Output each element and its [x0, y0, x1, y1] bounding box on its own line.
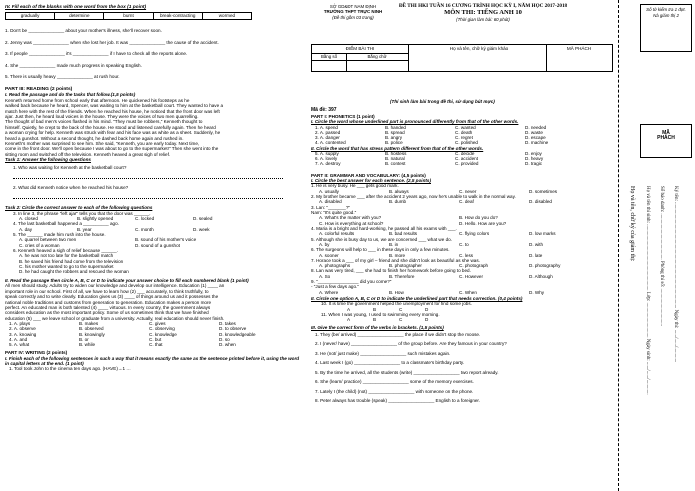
verb-question: 7. Lately I (the child) (not) __________________ with someone on the phone.: [315, 388, 474, 394]
grammar-question: 9. "________________ did you come?": [311, 278, 392, 284]
grade-number-label: Bằng số: [312, 53, 347, 61]
exam-code: Mã đề: 397: [311, 107, 337, 113]
grammar-question: 7. Horace took a ___ of my girl – friend and she didn't look as beautiful as she was.: [311, 257, 480, 263]
option[interactable]: B. or: [79, 336, 89, 342]
part3b-title: II. Read the passage then circle A, B, C or D to indicate your answer choice to fill each numbered blank (1 point): [5, 277, 249, 283]
option[interactable]: C. observing: [149, 326, 175, 332]
option[interactable]: A. quarrel between two men: [19, 237, 77, 243]
passage-line: Kenneth's mother was surprised to see him. She said, "Kenneth, you are early today. Next time,: [5, 140, 200, 146]
part1-sub1: I. Circle the word whose underlined part is pronounced differently from that of the other words.: [311, 119, 519, 125]
option[interactable]: B. he saved his friend had come from the television: [19, 258, 124, 264]
option[interactable]: B. always: [389, 188, 409, 194]
option[interactable]: 1. A. spend: [315, 124, 338, 130]
option[interactable]: B. How do you do?: [459, 215, 498, 221]
page-count: (Đề thi gồm 03 trang): [332, 14, 374, 20]
option[interactable]: D: [425, 317, 429, 323]
option[interactable]: C: [399, 317, 403, 323]
verb-question: 4. Last week I (go) __________________ to a classmate's birthday party.: [315, 360, 465, 366]
part4-subtitle: I. Finish each of the following sentences in such a way that it means exactly the same as the sentence printed before it, using the word in capital letters at the end. (1 point): [5, 355, 300, 366]
option[interactable]: D. takes: [219, 321, 236, 327]
passage-line: walked back because he heard, Spencer, was waiting to him at the basketball court. They wanted to have a: [5, 103, 223, 109]
task1-title: Task 1: Answer the following questions: [5, 157, 91, 163]
option[interactable]: 7. A. destroy: [315, 161, 341, 167]
option[interactable]: A. he was not too late for the basketball match: [19, 253, 114, 259]
part2-sub3: III. Give the correct form of the verbs in brackets. (1,5 points): [311, 324, 444, 330]
department: SỞ GD&ĐT NAM ĐỊNH: [329, 4, 377, 9]
word-box-item: gradually: [20, 13, 40, 19]
word-box-item: wormed: [202, 13, 251, 19]
part1-sub2: II. Circle the word that has stress pattern different from that of the other words.: [311, 145, 484, 151]
option[interactable]: A. disabled: [319, 199, 342, 205]
part3-subtitle: I. Read the passage and do the tasks that follow.(1,5 points): [5, 92, 136, 98]
option[interactable]: B. in: [389, 241, 399, 247]
word-box-item: determine: [54, 13, 103, 19]
option[interactable]: C. decide: [455, 151, 475, 157]
option[interactable]: D. enjoy: [525, 151, 542, 157]
part2-sub1: I. Circle the best answer for each sentence. (2,5 points): [311, 178, 431, 184]
option[interactable]: B: [373, 306, 377, 312]
section-iv-title: IV. Fill each of the blanks with one word from the box (1 point): [5, 5, 147, 10]
task1-question: 2. What did Kenneth notice when he reached his house?: [13, 185, 129, 190]
grammar-question: 1. He is very busy. He ___ gets good mark.: [311, 183, 399, 189]
answer-line: [13, 194, 283, 199]
grammar-question: 8. Lan was very tired, ___ she had to finish her homework before going to bed.: [311, 268, 471, 274]
grammar-options: [319, 231, 611, 236]
margin-code-label: PHÁCH: [657, 135, 675, 142]
part3-title: PART III: READING (2 points): [5, 86, 73, 92]
option[interactable]: C. never: [459, 188, 477, 194]
option[interactable]: C. photograph: [459, 263, 489, 269]
option[interactable]: B. spread: [385, 130, 405, 136]
cut-line: [618, 0, 619, 491]
grade-divider: [346, 60, 347, 71]
task1-question: 1. Who was waiting for Kenneth at the basketball court?: [13, 164, 127, 170]
option[interactable]: D. so: [219, 336, 230, 342]
instruction-note: (Thí sinh làm bài trong đề thi, sử dụng bút mực): [390, 99, 495, 104]
task2-question: 3. In line 3, the phrase "left ajar" tells you that the door was ______.: [13, 210, 151, 216]
passage-line: important role in our school. First of all, we have to learn how (2) ___ accurately, to think truthfully, to: [5, 288, 209, 294]
answer-line: [13, 174, 283, 179]
option[interactable]: B. slightly opened: [77, 216, 114, 222]
option[interactable]: C. flying colors: [459, 231, 490, 237]
passage-line: a woman crying for help. Kenneth was struck with fear and his face was as white as a sheet. Suddenly, he: [5, 130, 221, 136]
option[interactable]: C. However: [459, 273, 483, 279]
option[interactable]: D. to observe: [219, 326, 247, 332]
option[interactable]: A: [347, 306, 351, 312]
exam-time: (Thời gian làm bài: 60 phút): [456, 17, 510, 23]
option[interactable]: A: [347, 317, 351, 323]
option[interactable]: C. polished: [455, 140, 478, 146]
option[interactable]: C. less: [459, 252, 474, 258]
option[interactable]: D. tragic: [525, 161, 543, 167]
left-column: [5, 5, 301, 372]
option[interactable]: C. How is everything at school?: [319, 220, 384, 226]
margin-line: Số báo danh: ..................................... Phòng thi số: ..............................: [659, 186, 664, 327]
grammar-questions: [311, 183, 611, 295]
task2-title: Task 2: Circle the correct answer to each of the following questions: [5, 205, 153, 211]
grammar-options: [319, 253, 611, 258]
passage-line: Kenneth returned home from school early that afternoon. He quickened his footsteps as he: [5, 97, 190, 103]
grammar-question: 2. My brother became ___ after the accident 2 years ago, now he's unable to walk in the normal way.: [311, 194, 516, 200]
option[interactable]: 6. A. lovely: [315, 156, 338, 162]
grammar-question: 4. Maria is a bright and hard-working, he passed all his exams with ___.: [311, 225, 457, 231]
task2-question: 5. The ______ made him rush into the house.: [13, 232, 106, 238]
option[interactable]: D. disabled: [529, 199, 552, 205]
option[interactable]: C. regret: [455, 135, 473, 141]
option[interactable]: 5. A. supply: [315, 151, 339, 157]
grammar-question: 6. The surgeons will help to ___ in these days in only a few minutes.: [311, 247, 450, 253]
margin-line: Họ và tên, chữ ký của giám thị:: [629, 186, 635, 262]
option[interactable]: C. cries of a woman: [19, 242, 60, 248]
option[interactable]: C. provided: [455, 161, 479, 167]
passage-line: perfect. An educated man is both talented (4) ____ virtuous. In every country, the government always: [5, 304, 211, 310]
passage-line: ajar. Just then, he heard loud voices in the house. They were the voices of two men quarrelling.: [5, 113, 199, 119]
option[interactable]: B. dumb: [389, 199, 407, 205]
option[interactable]: D: [425, 306, 429, 312]
stress-row: [315, 161, 611, 166]
passage-line: education (5) ___ we leave school or graduate from a university. Actually, real education should never finish.: [5, 315, 225, 321]
option[interactable]: C: [399, 306, 403, 312]
option[interactable]: B. Therefore: [389, 273, 415, 279]
option[interactable]: 4. A. contented: [315, 140, 346, 146]
option[interactable]: A. day: [19, 226, 33, 232]
option[interactable]: A. photographs: [319, 263, 351, 269]
word-box: [5, 12, 252, 20]
margin-line: Ký tên: ..................................................................................... Ngày thi: ....../....../............: [673, 186, 678, 363]
margin-code-label: MÃ: [662, 130, 670, 136]
option[interactable]: A. So: [319, 273, 331, 279]
option[interactable]: D. late: [529, 252, 543, 258]
option[interactable]: A. usually: [319, 188, 339, 194]
option[interactable]: A. by: [319, 241, 330, 247]
task2-question: 6. Kenneth heaved a sigh of relief because ______.: [13, 247, 118, 253]
subject-title: MÔN THI: TIẾNG ANH 10: [444, 9, 522, 17]
option[interactable]: B. bad results: [389, 231, 418, 237]
option[interactable]: C. to: [459, 241, 469, 247]
option[interactable]: D. Why: [529, 289, 545, 295]
part4-question: 1. Tool took John to the cinema ten days ago. (HAVE)→1 …: [9, 366, 131, 372]
passage-line: come in the front door. We'll open because I was about to go to the supermarket!" Then she went into the: [5, 146, 219, 152]
option[interactable]: D. heavy: [525, 156, 544, 162]
option[interactable]: C. wanted: [455, 124, 476, 130]
option[interactable]: A. closed: [19, 216, 38, 222]
fill-blank-item: 1. Don't be ______________ about your mother's illness, she'll recover soon.: [5, 28, 162, 34]
option[interactable]: B. contest: [385, 161, 406, 167]
option[interactable]: D. sealed: [193, 216, 213, 222]
passage-line: himself. Quietly, he crept to the back of the house. He stood and listened carefully again. Then he heard: [5, 124, 216, 130]
option[interactable]: C. gives: [149, 321, 166, 327]
option[interactable]: B. photographer: [389, 263, 422, 269]
option[interactable]: C. accident: [455, 156, 478, 162]
passage-line: sitting room and switched off the television. Kenneth heaved a great sigh of relief.: [5, 151, 171, 157]
grade-table: [311, 44, 613, 72]
score-note: Số tờ kiểm tra 1 đợt. Nà giám thị 2: [646, 7, 686, 18]
option[interactable]: 2. A. observe: [9, 326, 36, 332]
passage-line: match here with the rest of the friends. When he reached his house, he noticed that the front door was left: [5, 108, 220, 114]
passage-line: The thought of bad men's voices flashed in his mind. "They must be robbers," Kenneth thought to: [5, 119, 203, 125]
option[interactable]: B. year: [77, 226, 92, 232]
option[interactable]: C. month: [135, 226, 154, 232]
option[interactable]: D. photography: [529, 263, 561, 269]
option[interactable]: B. natural: [385, 156, 405, 162]
right-column: [311, 114, 611, 406]
option[interactable]: B. How: [389, 289, 404, 295]
error-question: 11. When I was young, I used to swimming every morning.: [321, 311, 440, 317]
mc2-row: [9, 342, 301, 347]
option[interactable]: D. week: [193, 226, 210, 232]
option[interactable]: D. Hello. How are you?: [459, 220, 507, 226]
fill-blank-item: 5. There is usually heavy ______________ at rush hour.: [5, 74, 120, 80]
verb-question: 8. Peter always has trouble (speak) __________________ English to a foreigner.: [315, 398, 480, 404]
grade-label: ĐIỂM BÀI THI: [312, 45, 409, 54]
reading-passage: [5, 98, 301, 157]
word-box-item: break-contracting: [153, 13, 202, 19]
verb-question: 5. By the time he arrived, all the students (write) __________________ two report already.: [315, 369, 499, 375]
option[interactable]: 3. A. danger: [315, 135, 340, 141]
verb-question: 6. She (learn/ practice) __________________ some of the memory exercises.: [315, 379, 474, 385]
option[interactable]: 5. A. what: [9, 341, 30, 347]
option[interactable]: 2. A. passed: [315, 130, 341, 136]
passage-line: heard a gunshot. Without a second thought, he dashed back home again and rushed in.: [5, 135, 184, 141]
header-right: [398, 4, 568, 23]
verb-question: 1. They (be/ arrived) __________________ the place if we didn't stop the moose.: [315, 331, 481, 337]
option[interactable]: D. when: [219, 341, 236, 347]
fill-blank-item: 2. Jenny was ______________ when she lost her job. It was ______________ the cause of the accident.: [5, 39, 219, 45]
option[interactable]: 4. A. and: [9, 336, 28, 342]
passage-line: national noble traditions and customs from generation to generation. Education makes a person more: [5, 299, 212, 305]
option[interactable]: B. makes: [79, 321, 99, 327]
option[interactable]: D. Although: [529, 273, 553, 279]
option[interactable]: D. needed: [525, 124, 547, 130]
fill-blank-list: [5, 25, 301, 83]
option[interactable]: B. hostess: [385, 151, 407, 157]
option[interactable]: D. low marks: [529, 231, 556, 237]
option[interactable]: B. police: [385, 140, 403, 146]
verb-question: 3. He (not/ just make) __________________ such mistakes again.: [315, 350, 451, 356]
option[interactable]: C. deaf: [459, 199, 474, 205]
option[interactable]: B. while: [79, 341, 96, 347]
option[interactable]: 1. A. plays: [9, 321, 31, 327]
option[interactable]: A. Where: [319, 289, 339, 295]
part2-sub2: II. Circle one option A, B, C or D to indicate the underlined part that needs correction. (0,4 points): [311, 295, 523, 301]
grammar-question: - "Just a few days ago.": [311, 284, 359, 290]
grammar-options: [319, 290, 611, 295]
part1-title: PART I: PHONETICS (1 point): [311, 114, 375, 119]
score-note-box: [640, 4, 692, 52]
part2-title: PART II: GRAMMAR AND VOCABULARY: (4,5 points): [311, 172, 426, 178]
passage-line: speak correctly and to write clearly. Education gives us (3) ____ of things around us and it possesses the: [5, 294, 219, 300]
option[interactable]: D. escape: [525, 135, 546, 141]
option[interactable]: D. waste: [525, 130, 543, 136]
option[interactable]: D. with: [529, 241, 544, 247]
option[interactable]: C. When: [459, 289, 477, 295]
margin-line: Họ và tên thí sinh: ..................................................... Lớp: ............................ Ngày sinh: ....../....../............: [645, 186, 650, 395]
part4-title: PART IV: WRITING (2 points): [5, 350, 68, 356]
option[interactable]: C. death: [455, 130, 473, 136]
option[interactable]: C. knowledge: [149, 331, 177, 337]
grammar-question: 3. Lan: "_______?": [311, 204, 351, 210]
option[interactable]: 3. A. knowing: [9, 331, 37, 337]
fill-blank-item: 4. She ______________ made much progress in speaking English.: [5, 62, 142, 68]
option[interactable]: A. colorful results: [319, 231, 355, 237]
option[interactable]: B. more: [389, 252, 406, 258]
error-questions: [311, 301, 611, 322]
fill-blank-item: 3. If people ______________ it's ______________ if I have to check all the reports alone.: [5, 51, 188, 57]
option[interactable]: B. angry: [385, 135, 403, 141]
option[interactable]: D. sometimes: [529, 188, 558, 194]
option[interactable]: A. What's the matter with you?: [319, 215, 382, 221]
option[interactable]: C. locked: [135, 216, 155, 222]
option[interactable]: B: [373, 317, 377, 323]
option[interactable]: D. machine: [525, 140, 549, 146]
grade-divider: [546, 45, 547, 71]
grammar-question: Nam: "It's quite good.": [311, 210, 357, 216]
code-label: MÃ PHÁCH: [566, 46, 592, 51]
option[interactable]: B. observed: [79, 326, 104, 332]
option[interactable]: C. his mother wanted to go to the supermarket: [19, 264, 114, 270]
option[interactable]: A. sooner: [319, 252, 339, 258]
option[interactable]: D. he had caught the robbers and rescued the woman: [19, 269, 129, 275]
option[interactable]: B. knowingly: [79, 331, 105, 337]
option[interactable]: B. sound of his mother's voice: [135, 237, 197, 243]
task2-list: [13, 211, 301, 275]
margin-code-box: [640, 124, 692, 158]
grammar-options: [319, 199, 611, 204]
phonetics-row: [315, 140, 611, 145]
grade-word-label: Bằng chữ: [346, 53, 409, 61]
option[interactable]: C. that: [149, 341, 163, 347]
mc2-list: [9, 321, 301, 347]
option[interactable]: B. handed: [385, 124, 406, 130]
option[interactable]: C. but: [149, 336, 162, 342]
option[interactable]: D. knowledgeable: [219, 331, 256, 337]
passage-line: All men should study. Adults try to widen our knowledge and develop our intelligence. Education (1) ____ an: [5, 283, 225, 289]
passage2: [5, 283, 301, 321]
verb-question: 2. I (never/ have) __________________ of the group before. Are they famous in your country?: [315, 341, 507, 347]
header-left: [312, 4, 394, 20]
examiner-label: Họ và tên, chữ ký giám khảo: [449, 46, 509, 51]
verb-questions: [315, 330, 611, 406]
word-box-item: burnt: [103, 13, 152, 19]
grade-divider: [408, 45, 409, 71]
task2-options: [19, 253, 301, 275]
option[interactable]: D. sound of a gunshot: [135, 242, 180, 248]
school-name: TRƯỜNG THPT TRỰC NINH: [323, 9, 383, 15]
exam-title: ĐỀ THI HKI TUẦN 16 CƯƠNG TRÌNH HỌC KỲ I, NĂM HỌC 2017-2018: [398, 3, 568, 9]
grammar-question: 5. Although she is busy day to us, we are concerned ___ what we do.: [311, 236, 452, 242]
passage-line: considers education as the most important policy. Some of us sometimes think that we have finished: [5, 310, 209, 316]
error-options: [347, 317, 611, 322]
error-question: 10. It is time the government helped the unemployment for find some jobs.: [321, 301, 472, 307]
task2-question: 4. The last basketball happened a __________ ago.: [13, 221, 119, 227]
